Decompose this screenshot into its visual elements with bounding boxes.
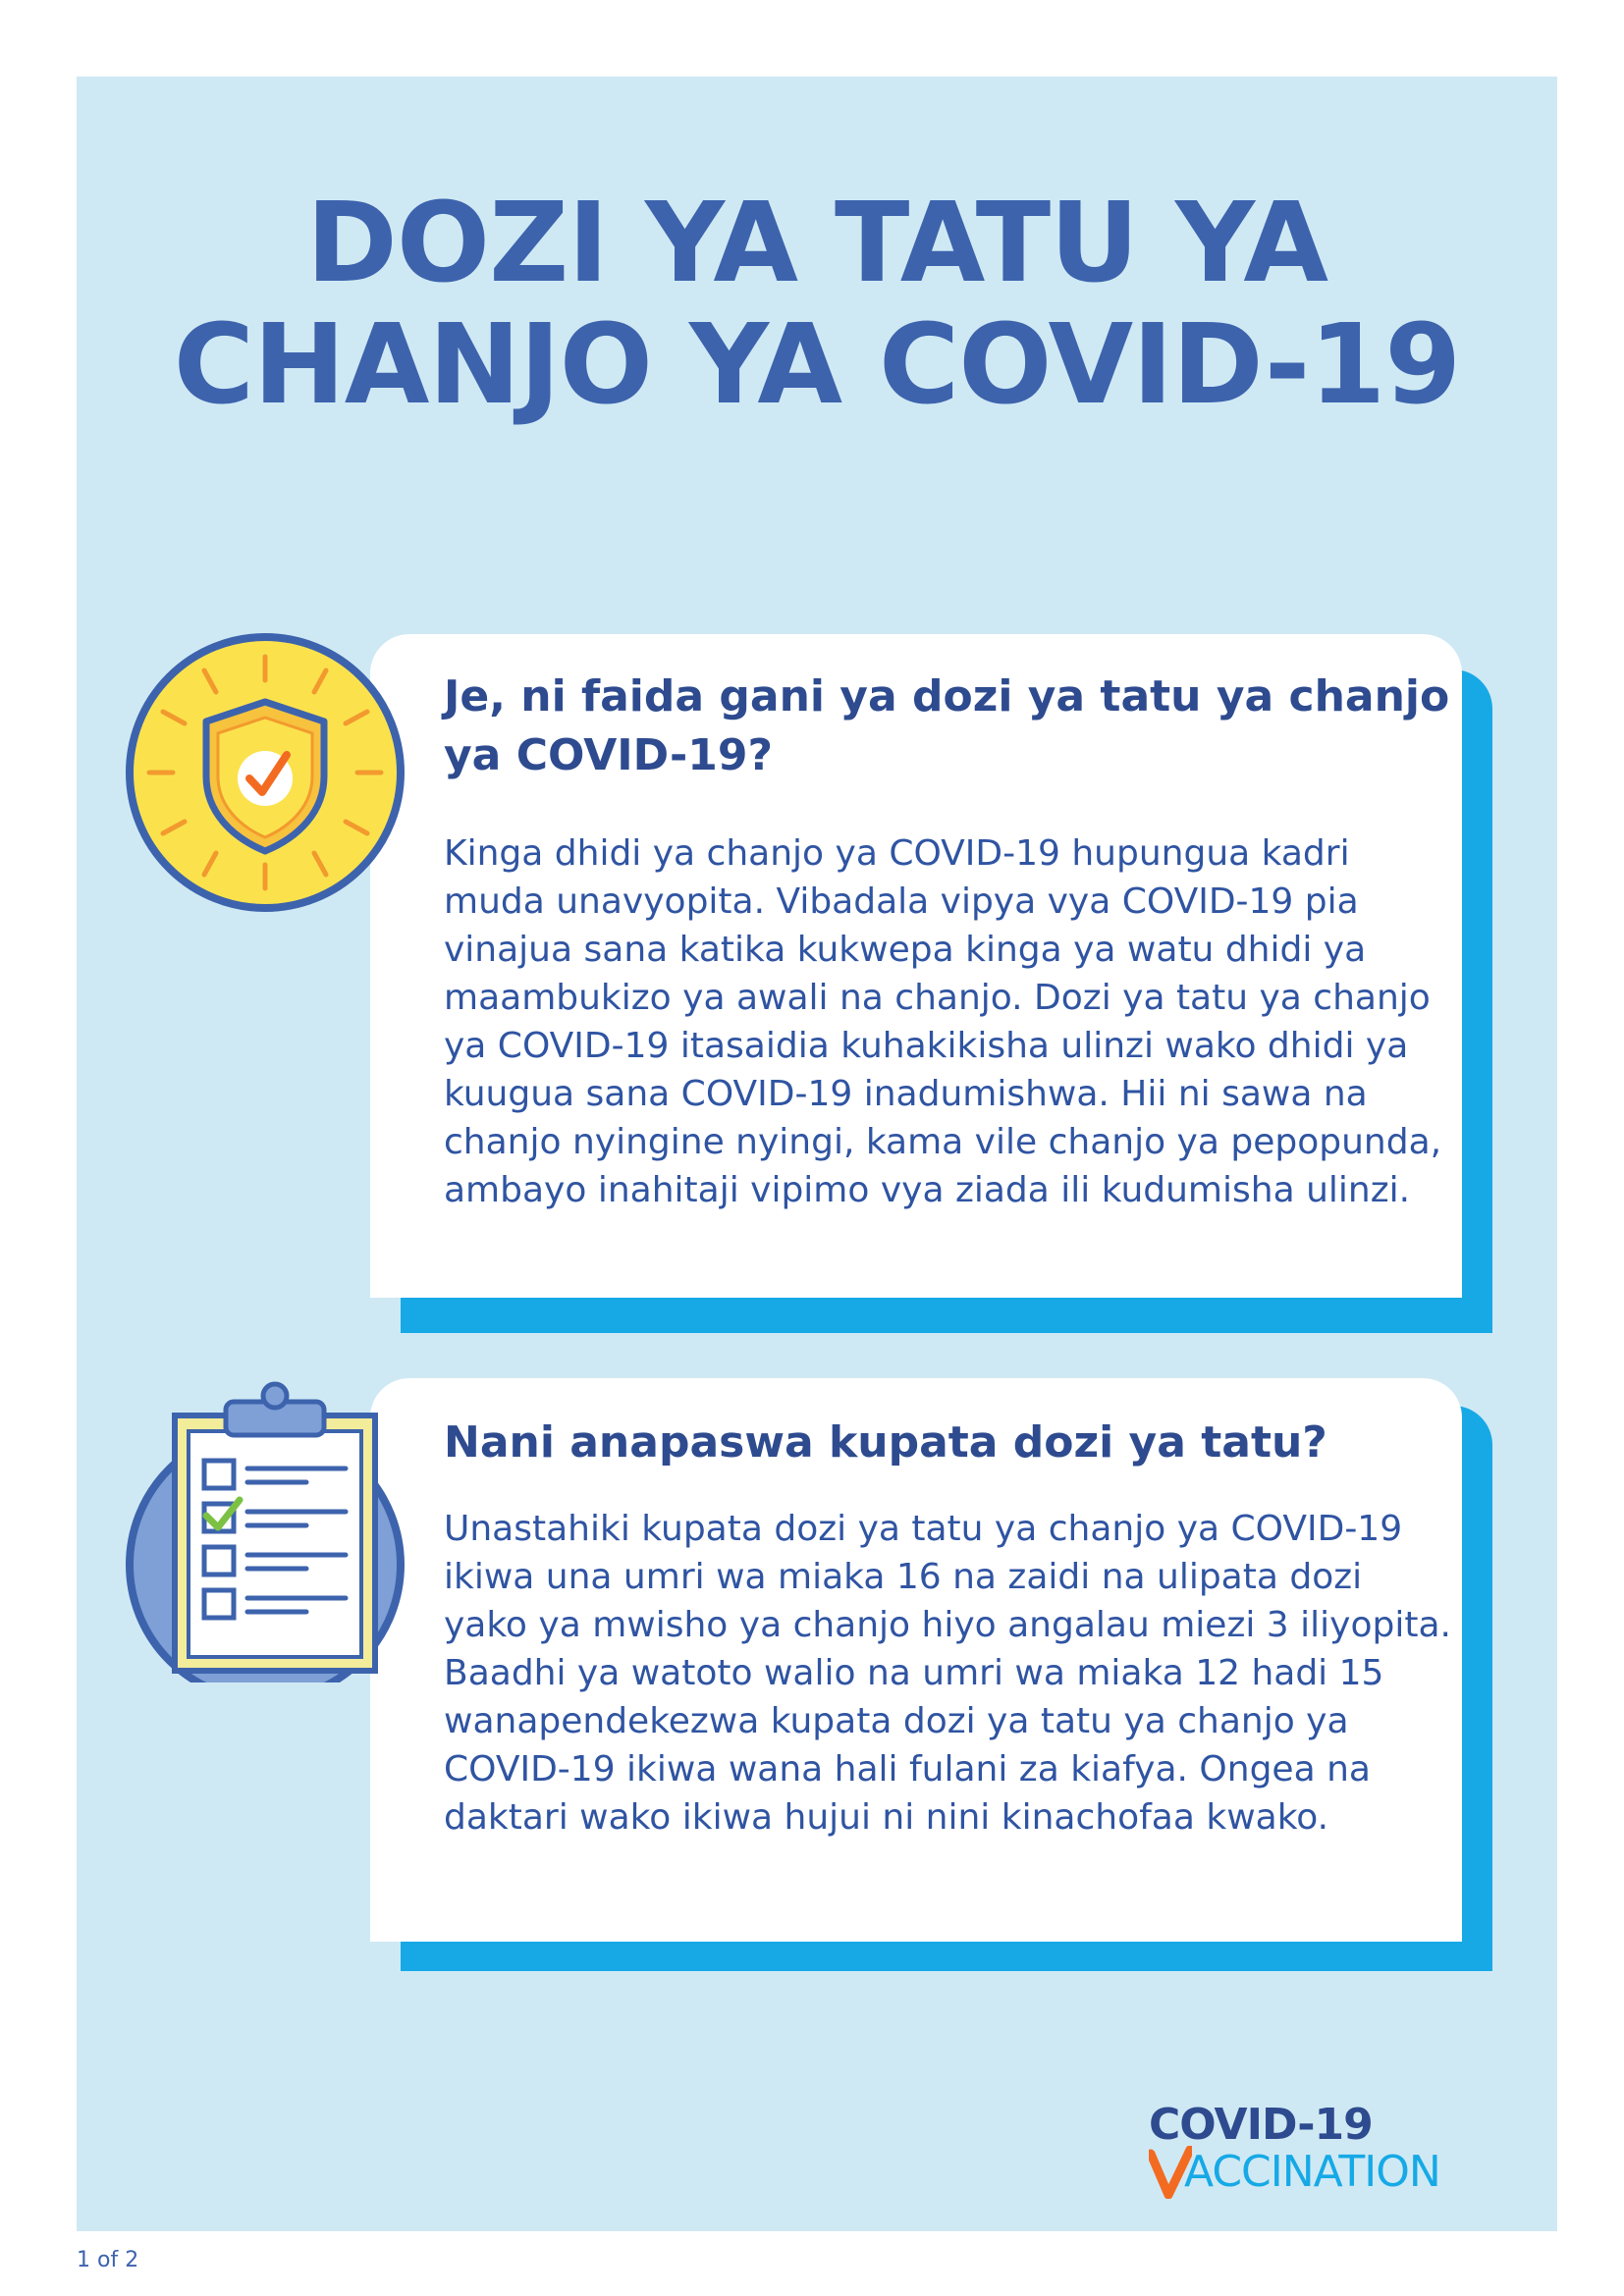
page-number: 1 of 2 (77, 2248, 139, 2272)
title-line-2: CHANJO YA COVID-19 (173, 301, 1461, 429)
eligibility-body: Unastahiki kupata dozi ya tatu ya chanjo ya COVID-19 ikiwa una umri wa miaka 16 na zaidi na ulipata dozi yako ya mwisho ya chanjo hiyo angalau miezi 3 iliyopita. Baadhi ya watoto walio na umri wa miaka 12 hadi 15 wanapendekezwa kupata dozi ya tatu ya chanjo ya COVID-19 ikiwa wana hali fulani za kiafya. Ongea na daktari wako ikiwa hujui ni nini kinachofaa kwako. (444, 1509, 1451, 1838)
clipboard-checklist-icon (124, 1378, 418, 1682)
eligibility-heading: Nani anapaswa kupata dozi ya tatu? (444, 1417, 1327, 1468)
benefit-body: Kinga dhidi ya chanjo ya COVID-19 hupungua kadri muda unavyopita. Vibadala vipya vya COVID-19 pia vinajua sana katika kukwepa kinga ya watu dhidi ya maambukizo ya awali na chanjo. Dozi ya tatu ya chanjo ya COVID-19 itasaidia kuhakikisha ulinzi wako dhidi ya kuugua sana COVID-19 inadumishwa. Hii ni sawa na chanjo nyingine nyingi, kama vile chanjo ya pepopunda, ambayo inahitaji vipimo vya ziada ili kudumisha ulinzi. (444, 833, 1442, 1210)
title-line-1: DOZI YA TATU YA (305, 180, 1328, 307)
shield-check-icon (124, 631, 406, 914)
benefit-heading: Je, ni faida gani ya dozi ya tatu ya chanjo ya COVID-19? (444, 671, 1450, 780)
logo-line-2: ACCINATION (1184, 2147, 1440, 2197)
page-title (77, 180, 1557, 429)
covid-vaccination-logo (1149, 2101, 1502, 2199)
logo-line-1: COVID-19 (1149, 2100, 1373, 2150)
